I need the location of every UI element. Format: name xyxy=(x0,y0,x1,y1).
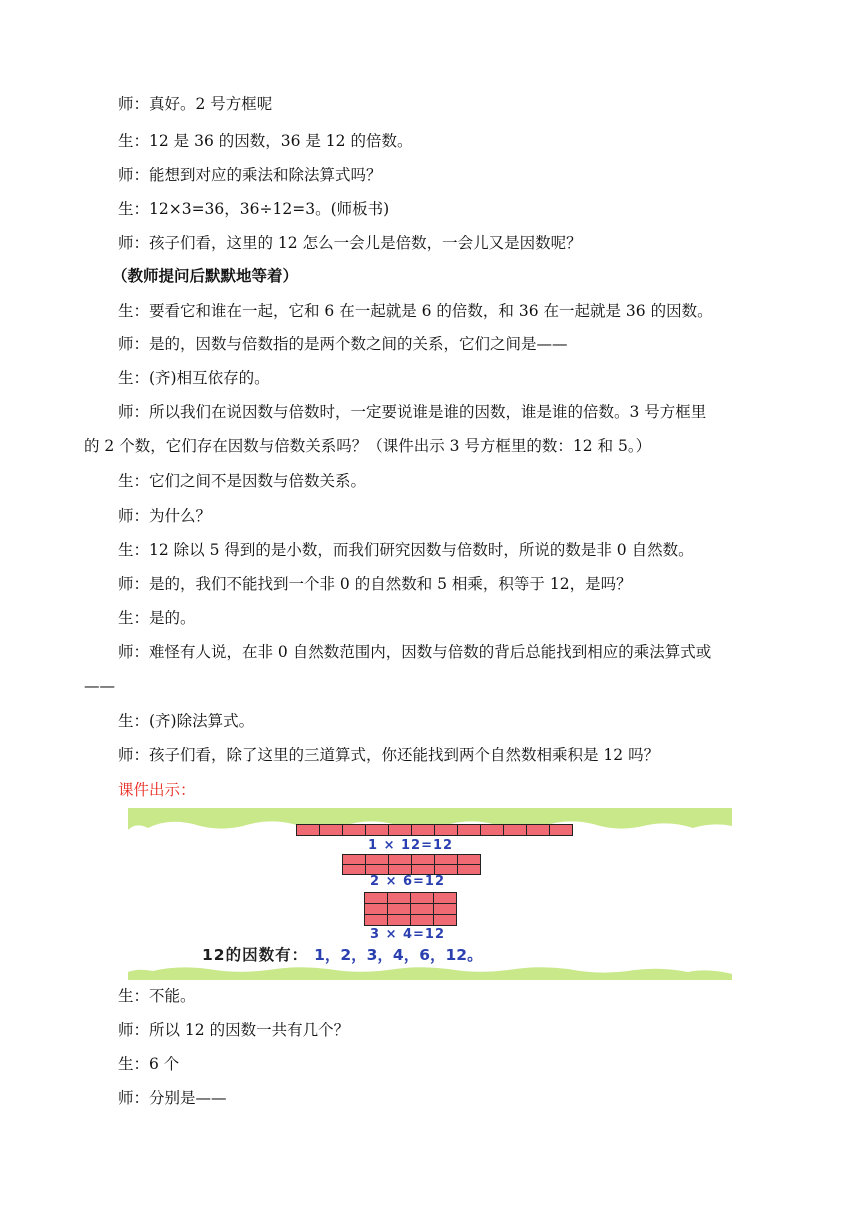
stage-direction: （教师提问后默默地等着） xyxy=(112,266,299,285)
grid-cell xyxy=(389,865,411,874)
grid-cell xyxy=(435,825,457,835)
grid-cell xyxy=(365,915,387,925)
grid-cell xyxy=(504,825,526,835)
grid-cell xyxy=(411,893,433,903)
dialogue-line: 生：12 是 36 的因数，36 是 12 的倍数。 xyxy=(118,132,413,150)
grid-cell xyxy=(481,825,503,835)
grid-cell xyxy=(458,825,480,835)
dialogue-line: 生：要看它和谁在一起，它和 6 在一起就是 6 的倍数，和 36 在一起就是 36 的因数。 xyxy=(118,302,713,320)
grid-cell xyxy=(412,825,434,835)
dialogue-line: 生：6 个 xyxy=(118,1055,180,1073)
grid-cell xyxy=(388,893,410,903)
grid-cell xyxy=(458,855,480,864)
dialogue-line-continued: 的 2 个数，它们存在因数与倍数关系吗？（课件出示 3 号方框里的数：12 和 5。） xyxy=(84,437,652,455)
grid-cell xyxy=(343,825,365,835)
dialogue-line: 生：12×3=36，36÷12=3。(师板书) xyxy=(118,200,390,218)
courseware-slide xyxy=(128,808,732,980)
grid-cell xyxy=(527,825,549,835)
grid-1x12 xyxy=(296,824,573,836)
dialogue-line: 师：为什么？ xyxy=(118,507,212,525)
equation-2x6: 2 × 6=12 xyxy=(370,874,446,889)
grid-cell xyxy=(365,904,387,914)
dialogue-line: 生：不能。 xyxy=(118,987,196,1005)
dialogue-line: 师：能想到对应的乘法和除法算式吗？ xyxy=(118,166,382,184)
grid-cell xyxy=(412,865,434,874)
bottom-banner xyxy=(128,967,732,980)
grid-cell xyxy=(458,865,480,874)
grid-2x6 xyxy=(342,854,481,875)
grid-cell xyxy=(365,893,387,903)
grid-cell xyxy=(388,915,410,925)
grid-cell xyxy=(297,825,319,835)
dialogue-line: 生：12 除以 5 得到的是小数，而我们研究因数与倍数时，所说的数是非 0 自然数。 xyxy=(118,541,694,559)
grid-cell xyxy=(343,865,365,874)
grid-cell xyxy=(411,904,433,914)
factors-summary xyxy=(202,946,483,964)
dialogue-line: 生：(齐)相互依存的。 xyxy=(118,369,270,387)
equation-3x4: 3 × 4=12 xyxy=(370,927,446,942)
grid-cell xyxy=(550,825,572,835)
grid-cell xyxy=(434,915,456,925)
grid-cell xyxy=(366,865,388,874)
equation-1x12: 1 × 12=12 xyxy=(368,838,454,853)
grid-cell xyxy=(343,855,365,864)
courseware-caption: 课件出示： xyxy=(118,781,196,799)
grid-cell xyxy=(389,825,411,835)
dialogue-line: 师：真好。2 号方框呢 xyxy=(118,95,273,113)
grid-cell xyxy=(366,855,388,864)
grid-cell xyxy=(411,915,433,925)
dialogue-line: 师：是的，我们不能找到一个非 0 的自然数和 5 相乘，积等于 12，是吗？ xyxy=(118,575,632,593)
dialogue-line: 师：所以我们在说因数与倍数时，一定要说谁是谁的因数，谁是谁的倍数。3 号方框里 xyxy=(118,403,707,421)
grid-cell xyxy=(435,855,457,864)
grid-cell xyxy=(388,904,410,914)
dialogue-line: 生：它们之间不是因数与倍数关系。 xyxy=(118,472,367,490)
grid-3x4 xyxy=(364,892,457,926)
grid-cell xyxy=(389,855,411,864)
grid-cell xyxy=(366,825,388,835)
dialogue-line: 师：难怪有人说，在非 0 自然数范围内，因数与倍数的背后总能找到相应的乘法算式或 xyxy=(118,643,712,661)
grid-cell xyxy=(412,855,434,864)
dialogue-line: 师：孩子们看，这里的 12 怎么一会儿是倍数，一会儿又是因数呢？ xyxy=(118,234,582,252)
dialogue-line: 生：是的。 xyxy=(118,609,196,627)
factors-values: 1，2，3，4，6，12。 xyxy=(314,946,483,964)
dialogue-line: 师：孩子们看，除了这里的三道算式，你还能找到两个自然数相乘积是 12 吗？ xyxy=(118,746,660,764)
grid-cell xyxy=(434,904,456,914)
factors-label: 12的因数有： xyxy=(202,946,309,964)
dialogue-line: 师：是的，因数与倍数指的是两个数之间的关系，它们之间是—— xyxy=(118,335,568,353)
grid-cell xyxy=(435,865,457,874)
grid-cell xyxy=(434,893,456,903)
dialogue-line: 师：分别是—— xyxy=(118,1089,227,1107)
grid-cell xyxy=(320,825,342,835)
dialogue-line: 生：(齐)除法算式。 xyxy=(118,712,255,730)
dialogue-line: 师：所以 12 的因数一共有几个？ xyxy=(118,1021,350,1039)
dialogue-line-continued: —— xyxy=(84,677,115,695)
